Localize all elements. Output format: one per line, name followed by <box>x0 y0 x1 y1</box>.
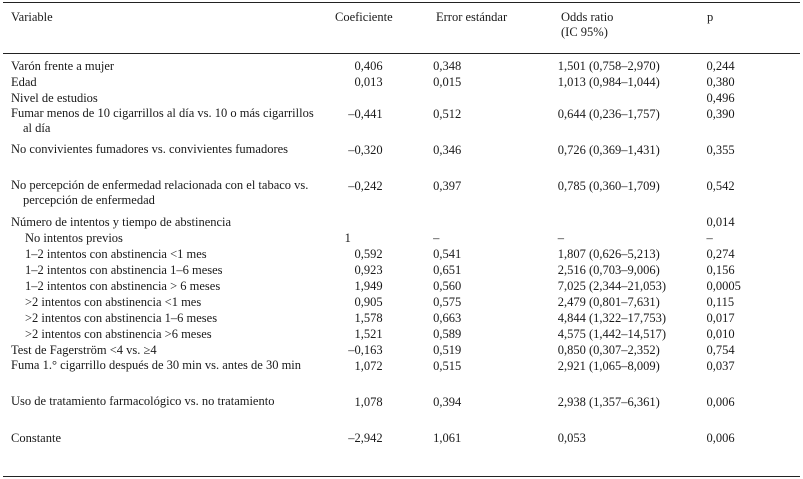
cell-error <box>433 90 558 106</box>
cell-variable: Varón frente a mujer <box>11 59 115 73</box>
cell-p: – <box>706 231 713 245</box>
cell-error: 0,346 <box>433 143 462 157</box>
cell-odds-ratio: 0,726 (0,369–1,431) <box>557 143 660 157</box>
table-row <box>0 262 803 278</box>
table-row <box>0 294 803 310</box>
cell-odds-ratio: 2,938 (1,357–6,361) <box>557 395 660 409</box>
cell-error: 0,560 <box>433 279 462 293</box>
cell-error: 0,394 <box>433 395 462 409</box>
cell-error: 0,519 <box>433 343 462 357</box>
cell-coeficiente: 0,013 <box>354 75 383 89</box>
header-odds-ratio <box>561 10 613 40</box>
cell-odds-ratio: 4,844 (1,322–17,753) <box>557 311 667 325</box>
cell-error: – <box>433 231 440 245</box>
table-row <box>0 58 803 74</box>
cell-p: 0,274 <box>706 247 735 261</box>
cell-variable: >2 intentos con abstinencia >6 meses <box>25 327 212 341</box>
cell-odds-ratio: 0,053 <box>557 431 586 445</box>
cell-error: 0,541 <box>433 247 462 261</box>
table-row <box>0 326 803 342</box>
cell-p: 0,542 <box>706 179 735 193</box>
cell-error: 0,015 <box>433 75 462 89</box>
cell-coeficiente: –0,242 <box>348 179 383 193</box>
cell-p: 0,0005 <box>706 279 741 293</box>
header-odds-ratio-line1: Odds ratio <box>561 10 614 24</box>
table-row <box>0 342 803 358</box>
cell-variable: Test de Fagerström <4 vs. ≥4 <box>11 343 157 357</box>
cell-odds-ratio: 1,013 (0,984–1,044) <box>557 75 660 89</box>
cell-coeficiente <box>339 90 433 106</box>
cell-coeficiente: –0,441 <box>348 107 383 121</box>
cell-error: 1,061 <box>433 431 462 445</box>
cell-p: 0,390 <box>706 107 735 121</box>
header-p: p <box>707 10 714 24</box>
cell-p: 0,037 <box>706 359 735 373</box>
cell-p: 0,006 <box>706 431 735 445</box>
cell-p: 0,006 <box>706 395 735 409</box>
cell-p: 0,156 <box>706 263 735 277</box>
cell-coeficiente: 1 <box>344 231 351 245</box>
header-coeficiente: Coeficiente <box>335 10 393 24</box>
cell-variable: 1–2 intentos con abstinencia > 6 meses <box>25 279 221 293</box>
cell-coeficiente: 1,072 <box>354 359 383 373</box>
table-row <box>0 310 803 326</box>
cell-error: 0,663 <box>433 311 462 325</box>
cell-odds-ratio: 1,501 (0,758–2,970) <box>557 59 660 73</box>
cell-error: 0,348 <box>433 59 462 73</box>
table-row <box>0 178 803 214</box>
table-row <box>0 246 803 262</box>
cell-coeficiente: 1,078 <box>354 395 383 409</box>
cell-odds-ratio: – <box>557 231 564 245</box>
cell-error: 0,575 <box>433 295 462 309</box>
header-odds-ratio-line2: (IC 95%) <box>561 25 608 39</box>
table-row <box>0 90 803 106</box>
cell-p: 0,496 <box>706 91 735 105</box>
table-row <box>0 394 803 430</box>
cell-odds-ratio: 7,025 (2,344–21,053) <box>557 279 667 293</box>
cell-variable: Edad <box>11 75 37 89</box>
cell-variable: 1–2 intentos con abstinencia 1–6 meses <box>25 263 223 277</box>
cell-error: 0,397 <box>433 179 462 193</box>
cell-p: 0,017 <box>706 311 735 325</box>
cell-coeficiente: –2,942 <box>348 431 383 445</box>
cell-error: 0,515 <box>433 359 462 373</box>
cell-coeficiente: 0,905 <box>354 295 383 309</box>
table-row <box>0 214 803 230</box>
cell-variable: Uso de tratamiento farmacológico vs. no tratamiento <box>11 394 275 408</box>
cell-error: 0,589 <box>433 327 462 341</box>
cell-variable: No percepción de enfermedad relacionada con el tabaco vs. percepción de enfermedad <box>11 178 309 207</box>
cell-p: 0,380 <box>706 75 735 89</box>
cell-error: 0,512 <box>433 107 462 121</box>
table-bottom-rule <box>3 476 800 477</box>
cell-coeficiente: –0,320 <box>348 143 383 157</box>
cell-variable: 1–2 intentos con abstinencia <1 mes <box>25 247 207 261</box>
cell-coeficiente: 0,923 <box>354 263 383 277</box>
table-top-rule <box>3 2 800 3</box>
cell-coeficiente <box>339 214 433 230</box>
cell-p: 0,014 <box>706 215 735 229</box>
cell-p: 0,010 <box>706 327 735 341</box>
cell-coeficiente: –0,163 <box>348 343 383 357</box>
header-bottom-rule <box>3 53 800 54</box>
regression-table <box>0 58 803 446</box>
cell-p: 0,244 <box>706 59 735 73</box>
cell-variable: No intentos previos <box>25 231 123 245</box>
cell-odds-ratio: 2,516 (0,703–9,006) <box>557 263 660 277</box>
cell-error: 0,651 <box>433 263 462 277</box>
cell-odds-ratio: 4,575 (1,442–14,517) <box>557 327 667 341</box>
table-row <box>0 358 803 394</box>
table-row <box>0 278 803 294</box>
cell-odds-ratio: 2,921 (1,065–8,009) <box>557 359 660 373</box>
cell-odds-ratio <box>558 214 707 230</box>
cell-coeficiente: 1,949 <box>354 279 383 293</box>
table-row <box>0 74 803 90</box>
header-error-estandar: Error estándar <box>436 10 508 24</box>
header-variable: Variable <box>11 10 53 24</box>
cell-odds-ratio <box>558 90 707 106</box>
cell-p: 0,115 <box>706 295 735 309</box>
table-row <box>0 430 803 446</box>
cell-variable: Constante <box>11 431 61 445</box>
cell-coeficiente: 1,578 <box>354 311 383 325</box>
cell-error <box>433 214 558 230</box>
cell-odds-ratio: 0,785 (0,360–1,709) <box>557 179 660 193</box>
cell-coeficiente: 0,406 <box>354 59 383 73</box>
cell-odds-ratio: 0,850 (0,307–2,352) <box>557 343 660 357</box>
cell-odds-ratio: 2,479 (0,801–7,631) <box>557 295 660 309</box>
cell-variable: Nivel de estudios <box>11 91 98 105</box>
cell-variable: >2 intentos con abstinencia <1 mes <box>25 295 202 309</box>
cell-variable: Número de intentos y tiempo de abstinencia <box>11 215 232 229</box>
cell-odds-ratio: 0,644 (0,236–1,757) <box>557 107 660 121</box>
cell-p: 0,754 <box>706 343 735 357</box>
cell-coeficiente: 0,592 <box>354 247 383 261</box>
cell-odds-ratio: 1,807 (0,626–5,213) <box>557 247 660 261</box>
table-row <box>0 142 803 178</box>
cell-variable: Fuma 1.° cigarrillo después de 30 min vs. antes de 30 min <box>11 358 302 372</box>
cell-p: 0,355 <box>706 143 735 157</box>
cell-variable: >2 intentos con abstinencia 1–6 meses <box>25 311 218 325</box>
cell-variable: No convivientes fumadores vs. convivientes fumadores <box>11 142 289 156</box>
table-row <box>0 230 803 246</box>
cell-coeficiente: 1,521 <box>354 327 383 341</box>
cell-variable: Fumar menos de 10 cigarrillos al día vs. 10 o más cigarrillos al día <box>11 106 314 135</box>
table-row <box>0 106 803 142</box>
